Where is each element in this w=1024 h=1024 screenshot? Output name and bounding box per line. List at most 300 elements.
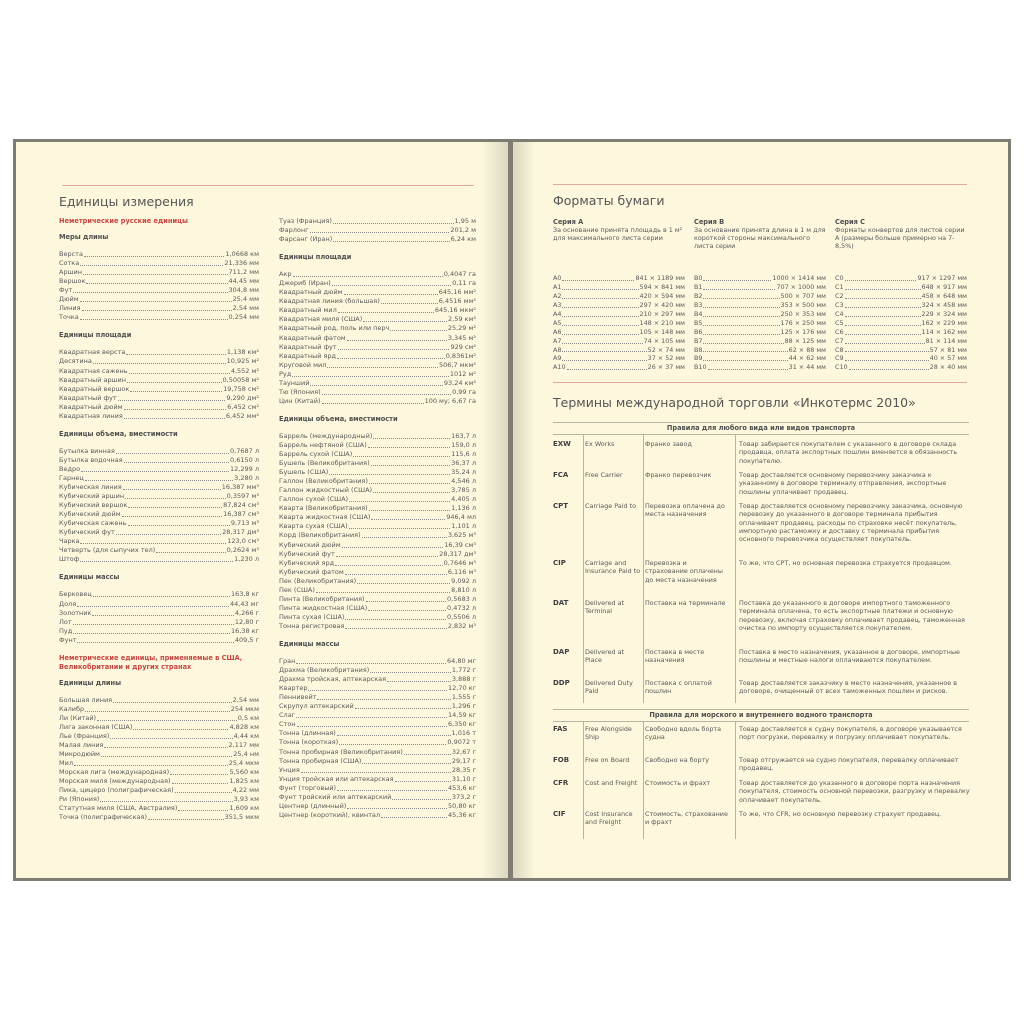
unit-name: Кубический дюйм: [279, 540, 341, 549]
unit-name: Джериб (Иран): [279, 279, 331, 288]
unit-value: 4,828 км: [229, 722, 259, 731]
unit-name: Акр: [279, 270, 292, 279]
unit-name: Круговой мил: [279, 360, 327, 369]
unit-row: [59, 759, 259, 768]
paper-size-row: [694, 346, 826, 355]
unit-row: [279, 595, 476, 604]
unit-name: Дюйм: [59, 295, 79, 304]
paper-size-row: [553, 337, 685, 346]
incoterms-group-heading: Правила для морского и внутреннего водного транспорта: [649, 711, 873, 719]
unit-row: [279, 217, 476, 226]
section-rule: [553, 382, 967, 383]
open-planner-spread: [13, 139, 1011, 881]
leader-dots: [562, 351, 646, 352]
paper-format-code: A5: [553, 318, 562, 327]
paper-size-row: [694, 354, 826, 363]
leader-dots: [80, 561, 233, 562]
paper-format-size: 52 × 74 мм: [647, 345, 685, 354]
unit-row: [279, 550, 476, 559]
leader-dots: [126, 354, 226, 355]
unit-row: [59, 636, 259, 645]
unit-name: Квадратная линия (большая): [279, 297, 380, 306]
unit-row: [279, 684, 476, 693]
unit-name: Вершок: [59, 277, 86, 286]
right-page: [513, 142, 1008, 878]
unit-value: 453,6 кг: [447, 783, 476, 792]
unit-name: Мил: [59, 759, 73, 768]
unit-row: [279, 315, 476, 324]
paper-format-code: C0: [835, 274, 844, 283]
leader-dots: [124, 409, 227, 410]
paper-format-size: 40 × 57 мм: [929, 354, 967, 363]
unit-value: 16,38 кг: [230, 626, 259, 635]
paper-format-code: A1: [553, 282, 562, 291]
leader-dots: [349, 501, 450, 502]
paper-format-code: A10: [553, 363, 566, 372]
unit-name: Квадратный дюйм: [59, 402, 123, 411]
unit-value: 123,0 см³: [227, 537, 259, 546]
unit-name: Бушель (Великобритания): [279, 459, 370, 468]
unit-name: Квадратная линия: [59, 411, 123, 420]
unit-name: Квадратный аршин: [59, 375, 127, 384]
unit-value: 1,555 г: [451, 693, 476, 702]
subsection-heading: Единицы массы: [279, 640, 340, 648]
unit-value: 0,254 мм: [228, 313, 259, 322]
paper-format-code: C10: [835, 363, 848, 372]
unit-value: 0,99 га: [452, 387, 476, 396]
paper-size-row: [835, 274, 967, 283]
leader-dots: [118, 400, 226, 401]
unit-row: [279, 540, 476, 549]
unit-row: [59, 403, 259, 412]
paper-format-size: 353 × 500 мм: [780, 300, 826, 309]
unit-name: Центнер (короткий), квинтал: [279, 810, 381, 819]
incoterms-description: Товар доставляется до указанного в договоре порта назначения покупателя, стоимость основной перевозки, разгрузку и перевалку оплачивает покупатель.: [739, 779, 970, 804]
unit-row: [279, 802, 476, 811]
unit-row: [59, 795, 259, 804]
leader-dots: [363, 321, 447, 322]
paper-size-row: [694, 319, 826, 328]
paper-size-row: [553, 346, 685, 355]
unit-value: 25,4 мм: [232, 295, 259, 304]
paper-size-row: [694, 363, 826, 372]
leader-dots: [562, 298, 638, 299]
unit-name: Руд: [279, 369, 292, 378]
paper-format-size: 176 × 250 мм: [780, 318, 826, 327]
unit-row: [59, 750, 259, 759]
unit-row: [279, 675, 476, 684]
leader-dots: [101, 756, 232, 757]
paper-format-size: 250 × 353 мм: [780, 309, 826, 318]
incoterms-english-term: Free Carrier: [585, 471, 623, 479]
unit-value: 3,345 м²: [447, 333, 476, 342]
incoterms-description: Товар забирается покупателем с указанного в договоре склада продавца, оплата экспортных пошлин вменяется в обязанность покупателю.: [739, 440, 958, 465]
unit-name: Тю (Япония): [279, 387, 321, 396]
unit-row: [279, 793, 476, 802]
unit-value: 64,80 мг: [447, 657, 476, 666]
unit-name: Кубический фут: [59, 528, 115, 537]
leader-dots: [845, 343, 925, 344]
paper-format-code: C2: [835, 291, 844, 300]
unit-value: 506,7 мкм²: [438, 360, 476, 369]
unit-value: 3,280 л: [234, 473, 259, 482]
unit-row: [59, 313, 259, 322]
unit-name: Драхма тройская, аптекарская: [279, 675, 387, 684]
unit-value: 1012 м²: [449, 369, 476, 378]
unit-name: Пинта (Великобритания): [279, 594, 365, 603]
unit-value: 0,3597 м³: [226, 492, 259, 501]
leader-dots: [349, 528, 451, 529]
unit-value: 4,405 л: [451, 495, 476, 504]
unit-name: Кубический аршин: [59, 492, 125, 501]
leader-dots: [362, 537, 447, 538]
unit-row: [279, 577, 476, 586]
leader-dots: [170, 774, 228, 775]
unit-value: 93,24 км²: [443, 378, 476, 387]
unit-row: [59, 456, 259, 465]
paper-format-code: C7: [835, 336, 844, 345]
unit-row: [59, 723, 259, 732]
paper-size-row: [835, 283, 967, 292]
unit-value: 351,5 мкм: [224, 813, 259, 822]
unit-list: [279, 270, 476, 406]
unit-value: 373,2 г: [451, 792, 476, 801]
leader-dots: [371, 519, 445, 520]
unit-row: [279, 270, 476, 279]
unit-row: [279, 361, 476, 370]
leader-dots: [371, 465, 451, 466]
paper-size-row: [694, 292, 826, 301]
incoterms-description: Товар отгружается на судно покупателя, перевалку оплачивает продавец.: [739, 756, 959, 773]
unit-value: 0,8361м²: [445, 351, 476, 360]
leader-dots: [124, 418, 225, 419]
paper-size-row: [835, 328, 967, 337]
unit-name: Слаг: [279, 711, 296, 720]
leader-dots: [339, 744, 446, 745]
unit-name: Кубический фатом: [279, 567, 344, 576]
leader-dots: [293, 276, 443, 277]
incoterms-code: EXW: [553, 440, 571, 448]
unit-name: Пек (США): [279, 585, 315, 594]
leader-dots: [93, 363, 226, 364]
section-heading: Неметрические русские единицы: [59, 217, 188, 225]
leader-dots: [333, 223, 454, 224]
leader-dots: [82, 310, 232, 311]
unit-row: [279, 324, 476, 333]
unit-row: [279, 388, 476, 397]
unit-name: Квадратный ярд: [279, 351, 337, 360]
leader-dots: [84, 256, 224, 257]
unit-value: 163,7 л: [451, 431, 476, 440]
leader-dots: [390, 330, 446, 331]
unit-value: 9,290 дм²: [226, 393, 259, 402]
leader-dots: [85, 711, 230, 712]
unit-value: 1,138 км²: [226, 348, 259, 357]
unit-row: [279, 468, 476, 477]
unit-name: Квадратная верста: [59, 348, 126, 357]
paper-format-size: 297 × 420 мм: [639, 300, 685, 309]
leader-dots: [562, 307, 638, 308]
unit-name: Линия: [59, 304, 81, 313]
unit-row: [279, 720, 476, 729]
unit-value: 3,888 г: [451, 675, 476, 684]
unit-value: 8,810 л: [451, 585, 476, 594]
paper-format-size: 81 × 114 мм: [925, 336, 967, 345]
incoterms-english-term: Ex Works: [585, 440, 615, 448]
unit-row: [279, 559, 476, 568]
unit-name: Драхма (Великобритания): [279, 666, 370, 675]
leader-dots: [77, 642, 233, 643]
unit-row: [279, 657, 476, 666]
unit-list: [279, 217, 476, 244]
unit-value: 1,136 л: [451, 504, 476, 513]
unit-value: 645,16 мм²: [438, 288, 476, 297]
paper-format-size: 917 × 1297 мм: [917, 274, 967, 283]
leader-dots: [362, 763, 450, 764]
unit-value: 4,546 л: [451, 477, 476, 486]
unit-row: [59, 804, 259, 813]
leader-dots: [127, 382, 222, 383]
unit-name: Четверть (для сыпучих тел): [59, 546, 156, 555]
table-column-rule: [643, 434, 644, 703]
leader-dots: [703, 325, 779, 326]
unit-row: [279, 666, 476, 675]
unit-value: 44,45 мм: [228, 277, 259, 286]
unit-name: Квадратный фут: [279, 342, 337, 351]
paper-size-row: [694, 310, 826, 319]
paper-format-size: 594 × 841 мм: [639, 282, 685, 291]
paper-format-code: A0: [553, 274, 562, 283]
unit-name: Кварта (Великобритания): [279, 504, 368, 513]
paper-format-size: 324 × 458 мм: [921, 300, 967, 309]
paper-format-code: B9: [694, 354, 703, 363]
paper-size-row: [553, 354, 685, 363]
unit-row: [59, 599, 259, 608]
unit-name: Тонна регистровая: [279, 621, 345, 630]
unit-name: Фунт (торговый): [279, 783, 337, 792]
paper-size-row: [553, 283, 685, 292]
unit-name: Квадратный фут: [59, 393, 117, 402]
unit-list: [279, 432, 476, 631]
leader-dots: [86, 283, 227, 284]
leader-dots: [368, 447, 450, 448]
leader-dots: [104, 747, 227, 748]
paper-size-row: [835, 310, 967, 319]
unit-row: [279, 279, 476, 288]
paper-format-size: 148 × 210 мм: [639, 318, 685, 327]
table-column-rule: [735, 434, 736, 703]
paper-format-code: C8: [835, 345, 844, 354]
unit-name: Ведро: [59, 464, 81, 473]
unit-name: Чарка: [59, 537, 80, 546]
incoterms-english-term: Delivered at Place: [585, 648, 625, 665]
leader-dots: [329, 474, 450, 475]
paper-size-row: [835, 337, 967, 346]
unit-name: Статутная миля (США, Австралия): [59, 804, 178, 813]
unit-row: [59, 777, 259, 786]
unit-value: 1,609 км: [229, 804, 259, 813]
unit-value: 711,2 мм: [228, 268, 259, 277]
unit-name: Стон: [279, 720, 296, 729]
incoterms-code: CPT: [553, 502, 569, 510]
unit-value: 28,35 г: [451, 765, 476, 774]
unit-row: [279, 495, 476, 504]
unit-name: Малая линия: [59, 741, 104, 750]
unit-row: [59, 348, 259, 357]
paper-format-code: B10: [694, 363, 707, 372]
unit-value: 0,4732 л: [447, 603, 476, 612]
paper-format-size: 125 × 176 мм: [780, 327, 826, 336]
unit-row: [279, 477, 476, 486]
incoterms-english-term: Free on Board: [585, 756, 630, 764]
leader-dots: [845, 334, 921, 335]
paper-size-list: [694, 274, 826, 372]
unit-value: 0,5683 л: [447, 594, 476, 603]
unit-name: Доля: [59, 599, 77, 608]
unit-value: 0,5 км: [237, 713, 259, 722]
unit-row: [59, 732, 259, 741]
paper-size-row: [553, 319, 685, 328]
unit-value: 0,4047 га: [443, 270, 476, 279]
unit-row: [279, 604, 476, 613]
paper-format-size: 62 × 88 мм: [788, 345, 826, 354]
unit-value: 25,4 нм: [233, 750, 259, 759]
leader-dots: [703, 360, 787, 361]
leader-dots: [322, 394, 451, 395]
paper-format-code: B3: [694, 300, 703, 309]
leader-dots: [292, 376, 449, 377]
paper-size-row: [835, 319, 967, 328]
paper-size-row: [694, 274, 826, 283]
leader-dots: [392, 799, 451, 800]
unit-row: [279, 450, 476, 459]
leader-dots: [296, 663, 446, 664]
unit-value: 25,29 м²: [447, 324, 476, 333]
unit-value: 6,452 см²: [227, 402, 259, 411]
paper-size-row: [553, 363, 685, 372]
unit-row: [59, 714, 259, 723]
leader-dots: [83, 274, 228, 275]
unit-list: [59, 590, 259, 644]
unit-row: [279, 441, 476, 450]
leader-dots: [703, 351, 787, 352]
leader-dots: [373, 438, 450, 439]
unit-row: [59, 590, 259, 599]
unit-value: 3,625 м³: [447, 531, 476, 540]
unit-value: 645,16 мкм²: [434, 306, 476, 315]
leader-dots: [562, 325, 638, 326]
table-rule: [553, 709, 969, 710]
table-column-rule: [583, 721, 584, 839]
leader-dots: [703, 280, 771, 281]
paper-series-name: Серия С: [835, 218, 866, 226]
paper-format-code: B4: [694, 309, 703, 318]
unit-value: 0,6150 л: [230, 455, 259, 464]
page-gutter-shadow: [513, 142, 535, 878]
leader-dots: [387, 681, 451, 682]
unit-value: 0,9072 т: [447, 738, 476, 747]
leader-dots: [148, 819, 224, 820]
paper-format-code: C4: [835, 309, 844, 318]
paper-format-code: C6: [835, 327, 844, 336]
leader-dots: [345, 619, 446, 620]
paper-format-code: B0: [694, 274, 703, 283]
title-rule: [62, 185, 474, 186]
unit-value: 14,59 кг: [447, 711, 476, 720]
paper-size-row: [835, 346, 967, 355]
leader-dots: [703, 289, 775, 290]
unit-value: 163,8 кг: [230, 590, 259, 599]
unit-value: 159,0 л: [451, 440, 476, 449]
paper-size-row: [553, 328, 685, 337]
unit-name: Кварта жидкостная (США): [279, 513, 371, 522]
unit-name: Кубический вершок: [59, 501, 128, 510]
unit-row: [279, 370, 476, 379]
unit-name: Центнер (длинный): [279, 801, 347, 810]
leader-dots: [845, 298, 921, 299]
unit-name: Туаз (Франция): [279, 217, 332, 226]
unit-row: [279, 432, 476, 441]
unit-row: [59, 627, 259, 636]
leader-dots: [178, 810, 228, 811]
incoterms-english-term: Cost Insurance and Freight: [585, 810, 633, 827]
paper-format-code: A8: [553, 345, 562, 354]
leader-dots: [296, 717, 447, 718]
unit-value: 201,2 м: [450, 226, 476, 235]
leader-dots: [316, 592, 450, 593]
incoterms-code: FOB: [553, 756, 570, 764]
unit-value: 25,4 мкм: [228, 759, 259, 768]
unit-value: 9,713 м³: [230, 519, 259, 528]
paper-format-size: 841 × 1189 мм: [635, 274, 685, 283]
unit-name: Тонна пробирная (Великобритания): [279, 747, 403, 756]
leader-dots: [345, 628, 446, 629]
incoterms-english-term: Carriage Paid to: [585, 502, 636, 510]
title-rule: [553, 184, 967, 185]
leader-dots: [369, 483, 450, 484]
unit-row: [279, 702, 476, 711]
paper-format-size: 114 × 162 мм: [921, 327, 967, 336]
incoterms-description: Поставка до указанного в договоре импортного таможенного терминала оплачена, то есть экспортные платежи и основную перевозку, включая страховку оплачивает продавец, таможенная очистка по импорту осуществляется покупателем.: [739, 599, 966, 632]
unit-name: Унция тройская или аптекарская: [279, 774, 394, 783]
paper-series-column: [694, 218, 826, 372]
unit-value: 6,4516 мм²: [438, 297, 476, 306]
unit-value: 2,59 км²: [448, 315, 476, 324]
leader-dots: [128, 525, 230, 526]
unit-row: [279, 343, 476, 352]
unit-name: Квадратный фатом: [279, 333, 346, 342]
leader-dots: [80, 301, 232, 302]
unit-row: [279, 522, 476, 531]
unit-value: 5,560 км: [229, 768, 259, 777]
subsection-heading: Единицы массы: [59, 573, 120, 582]
unit-name: Ри (Япония): [59, 795, 100, 804]
unit-list: [59, 348, 259, 420]
unit-name: Калибр: [59, 704, 85, 713]
unit-row: [59, 268, 259, 277]
unit-value: 4,44 км: [233, 731, 259, 740]
unit-row: [59, 510, 259, 519]
incoterms-description: Товар доставляется основному перевозчику заказчика, основную перевозку до указанного в договоре терминала прибытия оплачивает продавец, расходы по страховке несёт покупатель, импортную растаможку и доставку с терминала прибытия основного перевозчика осуществляет покупатель.: [739, 502, 963, 544]
unit-name: Лот: [59, 617, 72, 626]
unit-name: Квартер: [279, 684, 308, 693]
paper-format-code: C9: [835, 354, 844, 363]
leader-dots: [562, 316, 638, 317]
leader-dots: [175, 792, 232, 793]
incoterms-russian-term: Свободно вдоль борта судна: [645, 725, 722, 742]
unit-name: Аршин: [59, 268, 82, 277]
unit-name: Квадратная сажень: [59, 366, 128, 375]
